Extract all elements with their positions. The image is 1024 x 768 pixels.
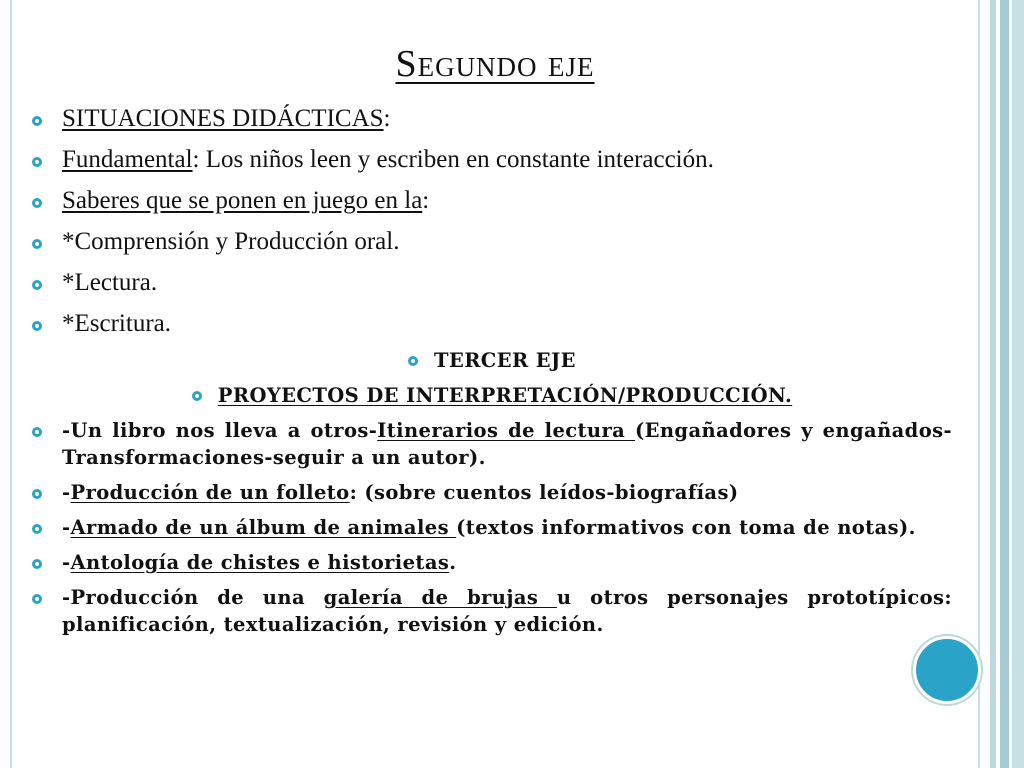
bullet-icon: [32, 157, 42, 167]
bullet-icon: [32, 239, 42, 249]
bullet-icon: [32, 116, 42, 126]
bullet-icon: [192, 391, 202, 401]
item-text: :: [383, 105, 391, 132]
list-item: [32, 145, 952, 175]
subheading-tercer-eje: [32, 347, 952, 374]
list-item: [32, 104, 952, 134]
item-text: -: [62, 551, 71, 574]
subheading-proyectos: [32, 382, 952, 409]
bullet-icon: [32, 427, 42, 437]
list-item: [32, 227, 952, 257]
list-item: [32, 268, 952, 298]
item-heading: Saberes que se ponen en juego en la: [62, 187, 423, 214]
item-text: -Un libro nos lleva a otros-: [62, 419, 378, 442]
bullet-icon: [32, 524, 42, 534]
item-heading: SITUACIONES DIDÁCTICAS: [62, 105, 384, 132]
item-text: (Engañadores y engañados-Transformaciones-seguir a un autor).: [62, 419, 952, 469]
bullet-icon: [32, 489, 42, 499]
item-text: : (sobre cuentos leídos-biografías): [349, 481, 739, 504]
content-list: [32, 104, 952, 646]
decorative-circle-icon: [913, 636, 981, 704]
item-link-text: Antología de chistes e historietas: [70, 551, 450, 574]
list-item: [32, 309, 952, 339]
list-item: [32, 417, 952, 471]
bullet-icon: [32, 559, 42, 569]
item-text: -: [62, 481, 71, 504]
bullet-icon: [32, 198, 42, 208]
item-text: -Producción de una: [62, 586, 324, 609]
item-text: u otros personajes prototípicos: planificación, textualización, revisión y edición.: [62, 586, 953, 636]
item-link-text: Producción de un folleto: [70, 481, 350, 504]
subheading-text: TERCER EJE: [434, 349, 576, 372]
item-link-text: galería de brujas: [323, 586, 557, 609]
item-text: *Lectura.: [62, 269, 158, 296]
item-text: .: [449, 551, 457, 574]
edge-bar: [990, 0, 996, 768]
item-text: *Escritura.: [62, 310, 171, 337]
bullet-icon: [32, 321, 42, 331]
list-item: [32, 549, 952, 576]
item-text: : Los niños leen y escriben en constante interacción.: [192, 146, 714, 173]
item-text: *Comprensión y Producción oral.: [62, 228, 400, 255]
edge-bar: [1012, 0, 1024, 768]
item-link-text: Itinerarios de lectura: [377, 419, 635, 442]
item-text: -: [62, 516, 71, 539]
list-item: [32, 584, 952, 638]
bullet-icon: [32, 280, 42, 290]
item-heading: Fundamental: [62, 146, 193, 173]
slide-title: Segundo eje: [395, 43, 595, 85]
decorative-edge-bars: [984, 0, 1024, 768]
edge-bar: [1000, 0, 1009, 768]
item-text: :: [422, 187, 430, 214]
item-text: (textos informativos con toma de notas).: [456, 516, 916, 539]
item-link-text: Armado de un álbum de animales: [70, 516, 457, 539]
subheading-text: PROYECTOS DE INTERPRETACIÓN/PRODUCCIÓN.: [217, 384, 793, 407]
list-item: [32, 479, 952, 506]
bullet-icon: [32, 594, 42, 604]
list-item: [32, 186, 952, 216]
list-item: [32, 514, 952, 541]
bullet-icon: [408, 356, 418, 366]
